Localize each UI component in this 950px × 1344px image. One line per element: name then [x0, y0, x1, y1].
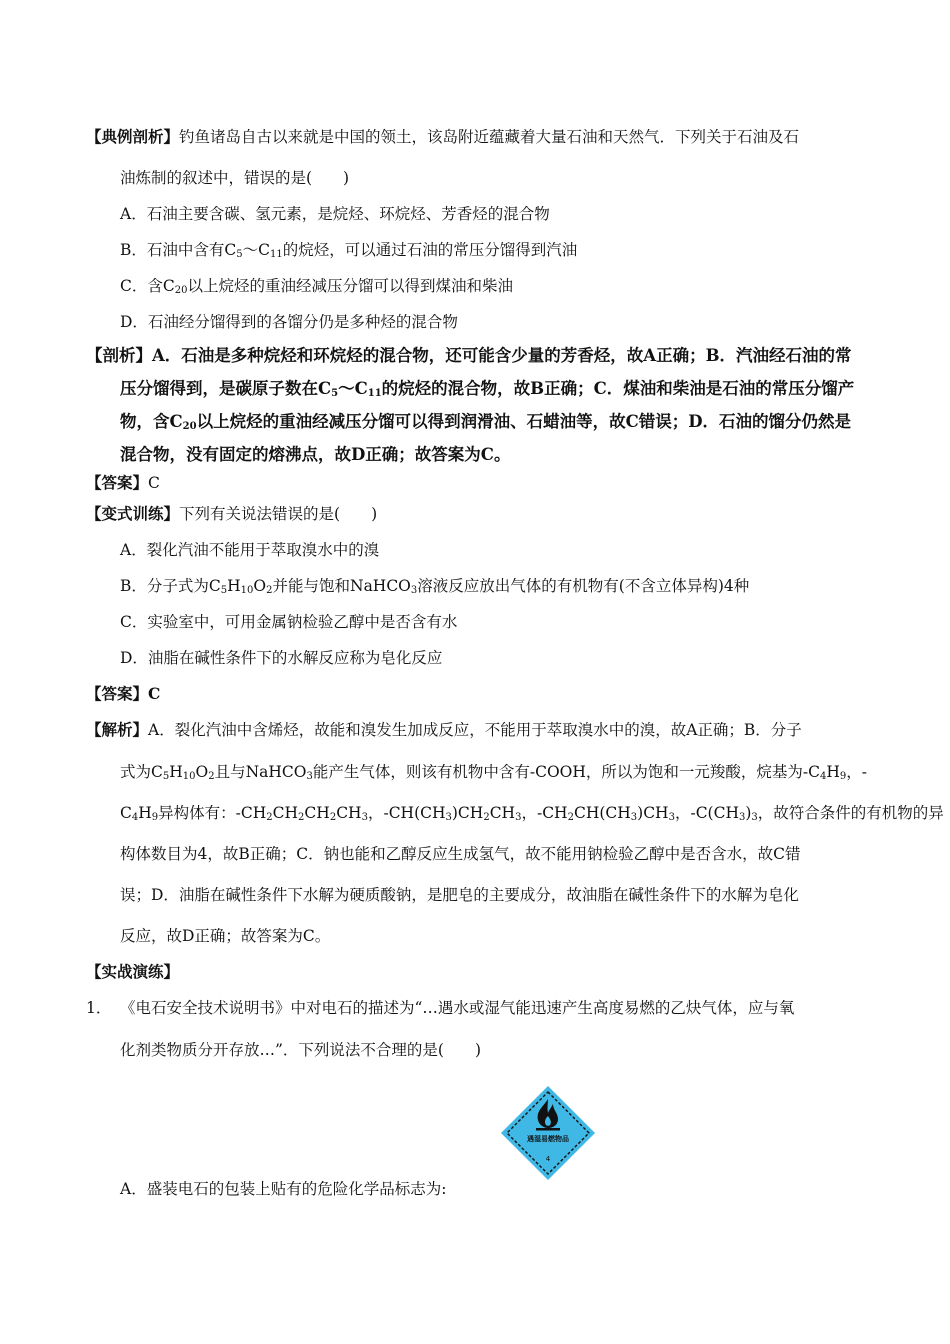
analysis2-line-5: 误；D．油脂在碱性条件下水解为硬质酸钠，是肥皂的主要成分，故油脂在碱性条件下的水解为皂化	[120, 886, 799, 904]
analysis1-line-2: 压分馏得到，是碳原子数在$C_5\sim C_{11}$的烷烃的混合物，故B正确；C．煤油和柴油是石油的常压分馏产	[120, 379, 855, 399]
analysis2-line-3: $C_4H_9$异构体有：$-CH_2CH_2CH_2CH_3$，$-CH(CH_3)CH_2CH_3$，$-CH_2CH(CH_3)CH_3$，$-C(CH_3)_3$，故符合条件的有机物的异	[120, 804, 944, 823]
practice-q1-line-2: 化剂类物质分开存放…”．下列说法不合理的是( )	[120, 1041, 482, 1059]
example-question-line-2: 油炼制的叙述中，错误的是( )	[120, 169, 350, 187]
variant-question-text: 下列有关说法错误的是( )	[179, 505, 378, 523]
analysis1-line-1	[86, 346, 852, 366]
practice-q1-number: 1．	[86, 999, 112, 1017]
example-option-a: A．石油主要含碳、氢元素，是烷烃、环烷烃、芳香烃的混合物	[120, 205, 550, 223]
example-question-text-1: 钓鱼诸岛自古以来就是中国的领土，该岛附近蕴藏着大量石油和天然气．下列关于石油及石	[179, 128, 800, 146]
analysis2-line-6: 反应，故D正确；故答案为C。	[120, 927, 331, 945]
example-option-d: D．石油经分馏得到的各馏分仍是多种烃的混合物	[120, 313, 458, 331]
example-option-c: C．含$C_{20}$以上烷烃的重油经减压分馏可以得到煤油和柴油	[120, 277, 513, 296]
variant-option-c: C．实验室中，可用金属钠检验乙醇中是否含有水	[120, 613, 458, 631]
practice-q1-option-a: A．盛装电石的包装上贴有的危险化学品标志为:	[120, 1180, 447, 1198]
hazard-sign-icon	[498, 1083, 598, 1183]
analysis2-line-1	[86, 720, 802, 740]
answer2-value: C	[148, 684, 161, 703]
analysis1-line-3: 物，含$C_{20}$以上烷烃的重油经减压分馏可以得到润滑油、石蜡油等，故C错误；D．石油的馏分仍然是	[120, 412, 852, 432]
variant-option-a: A．裂化汽油不能用于萃取溴水中的溴	[120, 541, 380, 559]
practice-tag: 【实战演练】	[86, 962, 180, 981]
analysis1-text-1: A．石油是多种烷烃和环烷烃的混合物，还可能含少量的芳香烃，故A正确；B．汽油经石油的常	[152, 346, 852, 365]
variant-option-d: D．油脂在碱性条件下的水解反应称为皂化反应	[120, 649, 443, 667]
variant-tag: 【变式训练】	[86, 504, 180, 523]
sign-number: 4	[545, 1155, 551, 1163]
analysis2-tag: 【解析】	[86, 720, 149, 739]
answer1	[86, 473, 160, 493]
analysis1-tag: 【剖析】	[86, 346, 152, 365]
answer2	[86, 684, 160, 704]
analysis2-text-1: A．裂化汽油中含烯烃，故能和溴发生加成反应，不能用于萃取溴水中的溴，故A正确；B．分子	[148, 721, 802, 739]
variant-question	[86, 504, 377, 524]
variant-option-b: B．分子式为$C_5H_{10}O_2$并能与饱和NaHCO$_3$溶液反应放出气体的有机物有(不含立体异构)4种	[120, 577, 750, 596]
answer1-value: C	[148, 474, 160, 492]
sign-blue-diamond	[501, 1086, 595, 1180]
analysis1-line-4: 混合物，没有固定的熔沸点，故D正确；故答案为C。	[120, 445, 511, 464]
practice-q1-line-1	[86, 998, 794, 1018]
answer1-tag: 【答案】	[86, 473, 149, 492]
practice-q1-text-1: 《电石安全技术说明书》中对电石的描述为“…遇水或湿气能迅速产生高度易燃的乙炔气体，应与氧	[120, 999, 795, 1017]
sign-text: 遇湿易燃物品	[527, 1135, 569, 1143]
example-question-line-1	[86, 127, 799, 147]
example-option-b: B．石油中含有$C_5\sim C_{11}$的烷烃，可以通过石油的常压分馏得到汽油	[120, 241, 578, 260]
example-tag: 【典例剖析】	[86, 127, 180, 146]
answer2-tag: 【答案】	[86, 684, 149, 703]
analysis2-line-2: 式为$C_5H_{10}O_2$且与NaHCO$_3$能产生气体，则该有机物中含有-COOH，所以为饱和一元羧酸，烷基为$-C_4H_9$，-	[120, 763, 868, 782]
analysis2-line-4: 构体数目为4，故B正确；C．钠也能和乙醇反应生成氢气，故不能用钠检验乙醇中是否含水，故C错	[120, 845, 801, 863]
